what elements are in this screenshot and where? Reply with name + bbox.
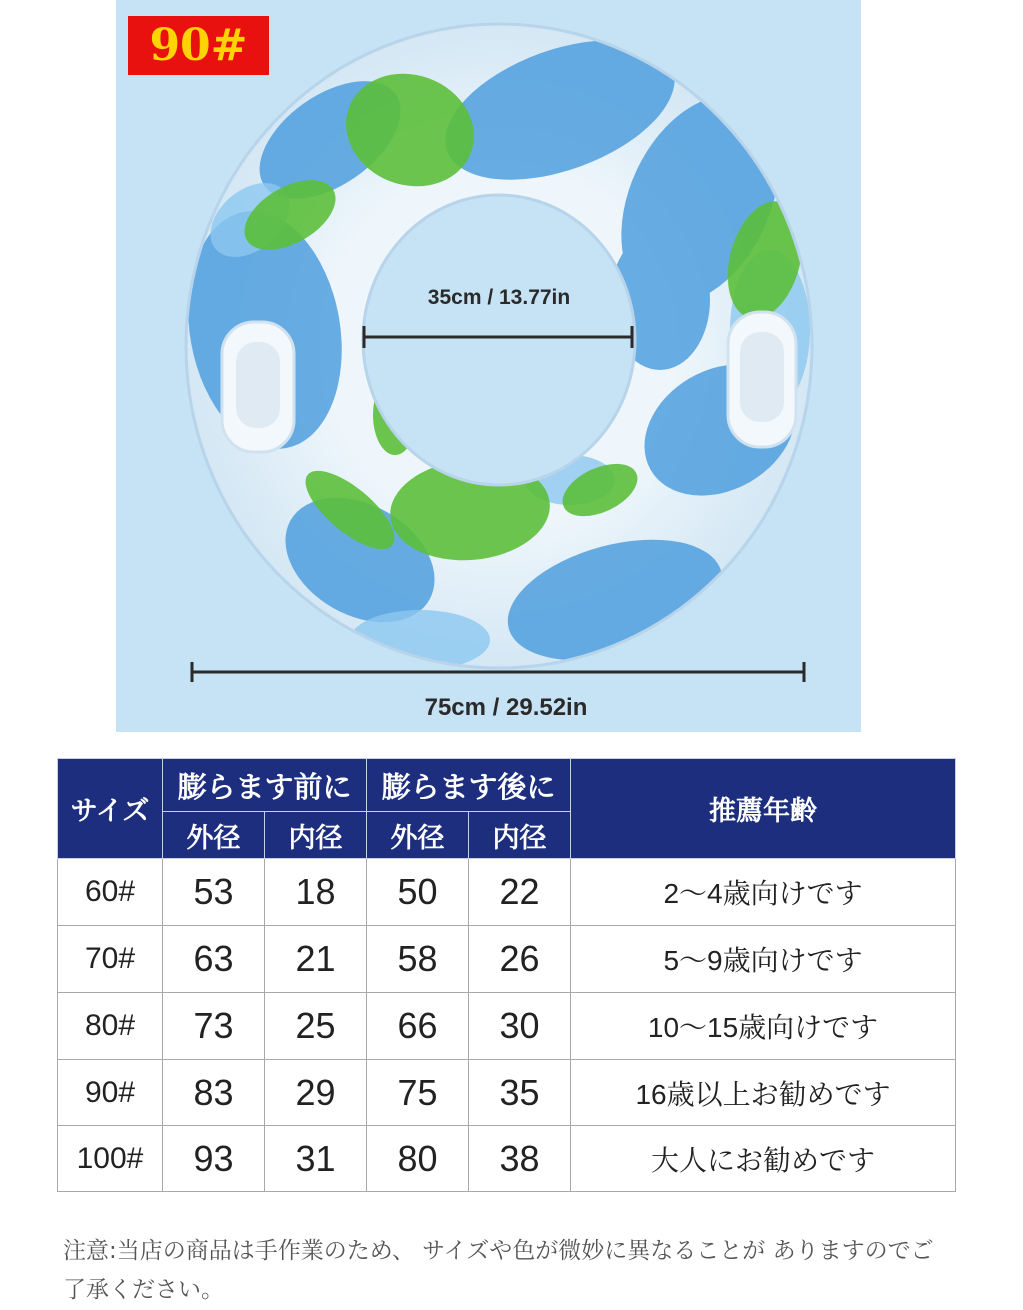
cell-size: 90# — [58, 1060, 163, 1126]
cell-before-outer: 83 — [163, 1060, 265, 1126]
cell-before-outer: 93 — [163, 1126, 265, 1192]
cell-after-inner: 22 — [469, 859, 571, 926]
size-badge: 90# — [128, 16, 269, 75]
cell-age: 5～9歳向けです — [571, 926, 956, 993]
left-handle — [222, 322, 294, 452]
table-header-row — [58, 759, 956, 812]
header-size: サイズ — [58, 759, 163, 859]
table-row — [58, 1060, 956, 1126]
cell-before-inner: 18 — [265, 859, 367, 926]
cell-after-outer: 58 — [367, 926, 469, 993]
size-table — [57, 758, 956, 1192]
cell-size: 100# — [58, 1126, 163, 1192]
cell-before-inner: 25 — [265, 993, 367, 1060]
header-before-inflation: 膨らます前に — [163, 759, 367, 812]
cell-after-outer: 50 — [367, 859, 469, 926]
table-row — [58, 993, 956, 1060]
cell-after-inner: 26 — [469, 926, 571, 993]
subheader-after-outer: 外径 — [367, 812, 469, 859]
header-recommended-age: 推薦年齢 — [571, 759, 956, 859]
cell-before-inner: 31 — [265, 1126, 367, 1192]
subheader-before-outer: 外径 — [163, 812, 265, 859]
cell-before-inner: 29 — [265, 1060, 367, 1126]
subheader-after-inner: 内径 — [469, 812, 571, 859]
table-row — [58, 926, 956, 993]
right-handle — [728, 312, 796, 447]
cell-before-inner: 21 — [265, 926, 367, 993]
cell-size: 60# — [58, 859, 163, 926]
cell-age: 10～15歳向けです — [571, 993, 956, 1060]
cell-after-inner: 30 — [469, 993, 571, 1060]
table-row — [58, 859, 956, 926]
subheader-before-inner: 内径 — [265, 812, 367, 859]
cell-before-outer: 73 — [163, 993, 265, 1060]
cell-size: 70# — [58, 926, 163, 993]
cell-after-inner: 35 — [469, 1060, 571, 1126]
header-after-inflation: 膨らます後に — [367, 759, 571, 812]
table-row — [58, 1126, 956, 1192]
cell-age: 16歳以上お勧めです — [571, 1060, 956, 1126]
cell-after-outer: 80 — [367, 1126, 469, 1192]
outer-diameter-label: 75cm / 29.52in — [424, 694, 588, 721]
cell-before-outer: 53 — [163, 859, 265, 926]
cell-after-inner: 38 — [469, 1126, 571, 1192]
cell-after-outer: 75 — [367, 1060, 469, 1126]
cell-size: 80# — [58, 993, 163, 1060]
cell-age: 大人にお勧めです — [571, 1126, 956, 1192]
inner-diameter-label: 35cm / 13.77in — [427, 286, 571, 309]
cell-age: 2～4歳向けです — [571, 859, 956, 926]
disclaimer-note: 注意:当店の商品は手作業のため、 サイズや色が微妙に異なることが ありますのでご了承ください。 — [63, 1238, 934, 1303]
cell-before-outer: 63 — [163, 926, 265, 993]
cell-after-outer: 66 — [367, 993, 469, 1060]
